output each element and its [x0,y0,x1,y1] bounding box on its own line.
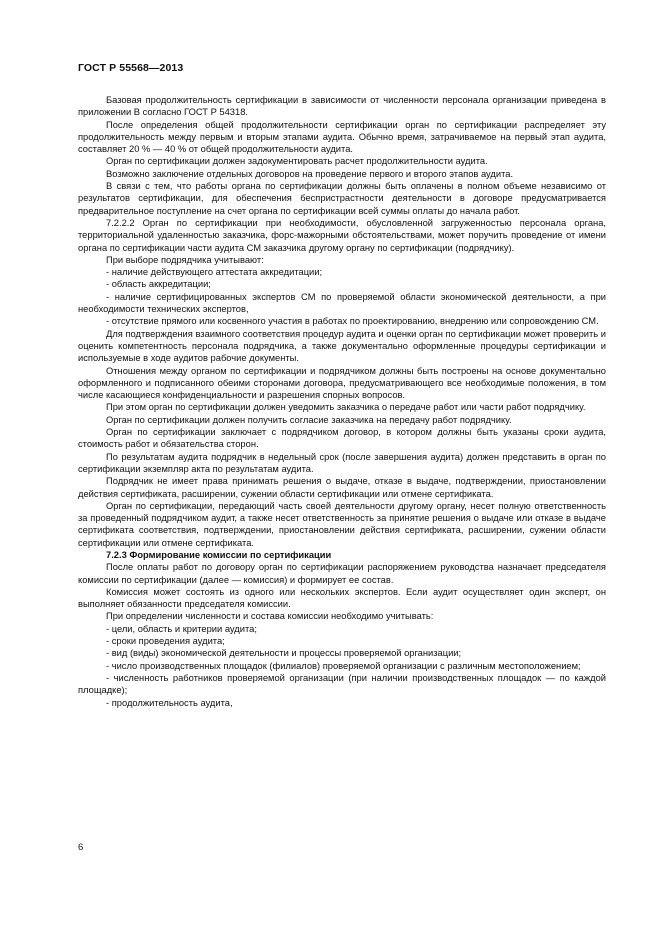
paragraph: Орган по сертификации заключает с подрядчиком договор, в котором должны быть указаны сроки аудита, стоимость работ и обязательства сторон. [78,427,606,450]
paragraph: - численность работников проверяемой организации (при наличии производственных площадок — по каждой площадке); [78,672,606,696]
document-header: ГОСТ Р 55568—2013 [78,62,184,74]
paragraph: - число производственных площадок (филиалов) проверяемой организации с различным местоположением; [106,660,581,671]
body-text [78,94,606,709]
page-number: 6 [78,842,84,853]
paragraph: Подрядчик не имеет права принимать решения о выдаче, отказе в выдаче, подтверждении, приостановлении действия сертификата, расширении, сужении области сертификации или отмене сертификата. [78,476,606,499]
paragraph: Орган по сертификации должен задокументировать расчет продолжительности аудита. [106,156,488,167]
paragraph: Базовая продолжительность сертификации в зависимости от численности персонала организации приведена в приложении В согласно ГОСТ Р 54318. [78,95,606,118]
paragraph: - цели, область и критерии аудита; [106,623,257,634]
paragraph: Отношения между органом по сертификации и подрядчиком должны быть построены на основе документально оформленного и подписанного обеими сторонами договора, предусматривающего все необходимые положения, в том числе касающиеся конфиденциальности и разрешения спорных вопросов. [78,365,606,401]
paragraph: - отсутствие прямого или косвенного участия в работах по проектированию, внедрению или сопровождению СМ. [106,316,599,327]
paragraph: - сроки проведения аудита; [106,636,225,647]
paragraph: При определении численности и состава комиссии необходимо учитывать: [106,611,434,622]
paragraph: Возможно заключение отдельных договоров на проведение первого и второго этапов аудита. [106,168,514,179]
paragraph: При выборе подрядчика учитывают: [106,254,264,265]
section-heading: 7.2.3 Формирование комиссии по сертификации [106,549,332,560]
paragraph: Орган по сертификации, передающий часть своей деятельности другому органу, несет полную ответственность за проведенный подрядчиком аудит, а также несет ответственность за принятие решения о выдаче или отказе в выдаче сертификата соответствия, подтверждении, приостановлении действия сертификата, расширении, сужении области сертификации или отмене сертификата. [78,500,606,548]
paragraph: - продолжительность аудита, [106,697,233,708]
paragraph: После определения общей продолжительности сертификации орган по сертификации распределяет эту продолжительность между первым и вторым этапами аудита. Обычно время, затрачиваемое на первый этап аудита, составляет 20 % — 40 % от общей продолжительности аудита. [78,119,606,155]
paragraph: Для подтверждения взаимного соответствия процедур аудита и оценки орган по сертификации может проверить и оценить компетентность персонала подрядчика, а также документально оформленные процедуры сертификации и используемые в ходе аудитов рабочие документы. [78,328,606,364]
paragraph: При этом орган по сертификации должен уведомить заказчика о передаче работ или части работ подрядчику. [106,402,586,413]
paragraph: - область аккредитации; [106,279,211,290]
paragraph: 7.2.2.2 Орган по сертификации при необходимости, обусловленной загруженностью персонала органа, территориальной удаленностью заказчика, форс-мажорными обстоятельствами, может поручить проведение от имени органа по сертификации части аудита СМ заказчика другому органу по сертификации (подрядчику). [78,217,606,253]
paragraph: - наличие действующего аттестата аккредитации; [106,267,323,278]
paragraph: После оплаты работ по договору орган по сертификации распоряжением руководства назначает председателя комиссии по сертификации (далее — комиссия) и формирует ее состав. [78,562,606,585]
paragraph: В связи с тем, что работы органа по сертификации должны быть оплачены в полном объеме независимо от результатов сертификации, для обеспечения беспристрастности деятельности в договоре предусматривается предварительное поступление на счет органа по сертификации всей суммы оплаты до начала работ. [78,181,606,216]
paragraph: - наличие сертифицированных экспертов СМ по проверяемой области экономической деятельности, а при необходимости технических экспертов, [78,291,606,315]
paragraph: - вид (виды) экономической деятельности и процессы проверяемой организации; [106,648,462,659]
paragraph: Комиссия может состоять из одного или нескольких экспертов. Если аудит осуществляет один эксперт, он выполняет обязанности председателя комиссии. [78,586,606,610]
paragraph: По результатам аудита подрядчик в недельный срок (после завершения аудита) должен представить в орган по сертификации экземпляр акта по результатам аудита. [78,451,606,474]
paragraph: Орган по сертификации должен получить согласие заказчика на передачу работ подрядчику. [106,414,512,425]
